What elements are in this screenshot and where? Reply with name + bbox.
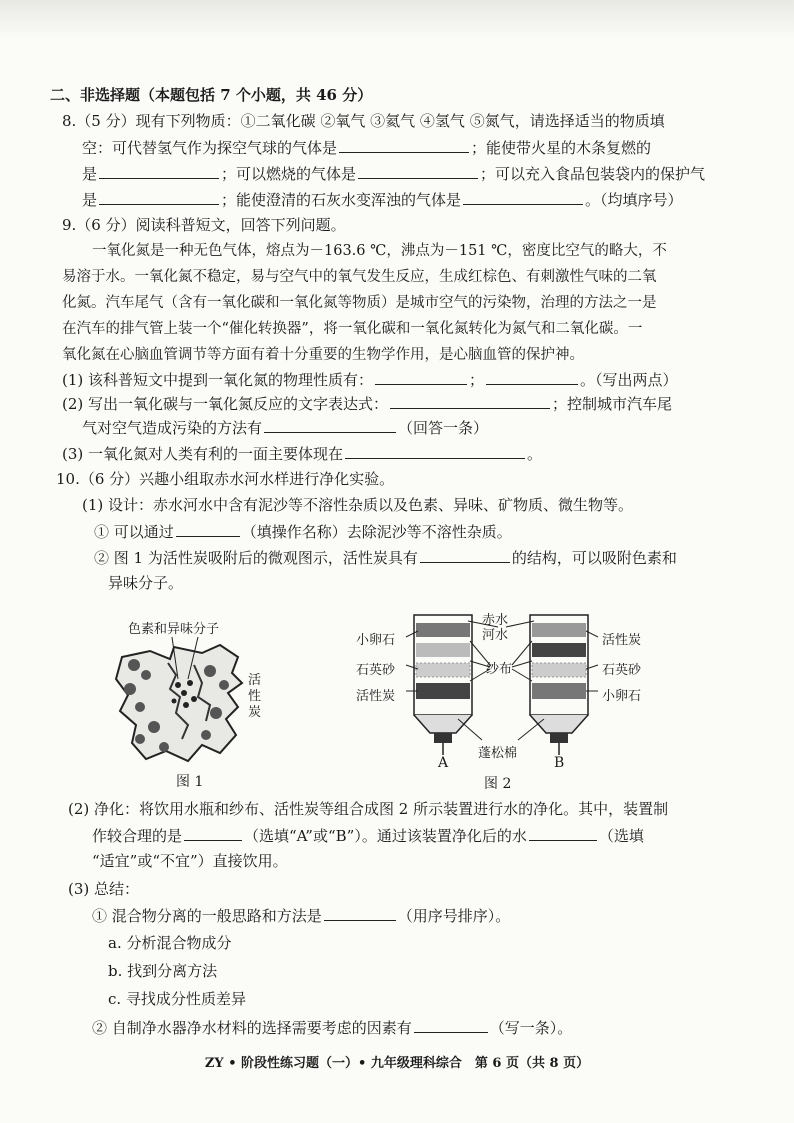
fig2-right-label: 石英砂	[602, 663, 642, 678]
section-heading: 二、非选择题（本题包括 7 个小题，共 46 分）	[50, 86, 373, 104]
q8-line2	[82, 137, 651, 158]
text: 性	[248, 689, 262, 704]
answer-blank[interactable]	[339, 137, 469, 153]
answer-blank[interactable]	[324, 905, 396, 921]
text: 活	[248, 673, 262, 688]
fig2-right-label: 小卵石	[602, 689, 642, 704]
answer-blank[interactable]	[99, 163, 219, 179]
bottle-a	[414, 615, 472, 755]
answer-blank[interactable]	[184, 825, 242, 841]
q9-para5: 氧化氮在心脑血管调节等方面有着十分重要的生物学作用，是心脑血管的保护神。	[62, 347, 584, 363]
answer-blank[interactable]	[345, 443, 525, 459]
text: （用序号排序）。	[397, 907, 511, 925]
answer-blank[interactable]	[358, 163, 478, 179]
option-a: a. 分析混合物成分	[108, 934, 232, 952]
fig1-top-label: 色素和异味分子	[128, 622, 220, 637]
q8-line4	[82, 189, 683, 210]
answer-blank[interactable]	[176, 521, 240, 537]
q10-purify-2	[92, 825, 644, 846]
text: ；能使澄清的石灰水变浑浊的气体是	[221, 191, 462, 209]
answer-blank[interactable]	[264, 417, 396, 433]
fig2-center-label: 河水	[482, 628, 509, 643]
answer-blank[interactable]	[414, 1017, 488, 1033]
text: (3) 一氧化氮对人类有利的一面主要体现在	[62, 445, 344, 463]
text: （选填“A”或“B”）。通过该装置净化后的水	[244, 827, 527, 845]
fig2-right-label: 活性炭	[602, 633, 642, 648]
answer-blank[interactable]	[529, 825, 597, 841]
text: ；可以燃烧的气体是	[221, 165, 357, 183]
bottle-b-label: B	[554, 755, 565, 771]
text: ① 混合物分离的一般思路和方法是	[92, 907, 322, 925]
figure-1	[110, 615, 310, 790]
page-footer: ZY • 阶段性练习题（一）• 九年级理科综合 第 6 页（共 8 页）	[204, 1056, 590, 1071]
fig2-left-label: 石英砂	[356, 663, 396, 678]
text: 作较合理的是	[92, 827, 183, 845]
fig2-center-label: 纱布	[486, 662, 513, 677]
answer-blank[interactable]	[375, 369, 467, 385]
q9-para2: 易溶于水。一氧化氮不稳定，易与空气中的氧气发生反应，生成红棕色、有刺激性气味的二氧	[62, 269, 657, 285]
answer-blank[interactable]	[486, 369, 578, 385]
text: 炭	[248, 705, 262, 720]
text: 的结构，可以吸附色素和	[511, 549, 677, 567]
q9-sub3	[62, 443, 542, 464]
figure-2	[350, 605, 670, 790]
q10-purify-3: “适宜”或“不宜”）直接饮用。	[92, 852, 288, 870]
text: 。（均填序号）	[585, 191, 683, 209]
fig2-center-label: 赤水	[482, 613, 509, 628]
text: ；	[469, 371, 485, 389]
q8-line3	[82, 163, 705, 184]
option-c: c. 寻找成分性质差异	[108, 990, 246, 1008]
fig2-caption: 图 2	[484, 776, 512, 792]
bottle-a-label: A	[438, 755, 449, 771]
q10-purify-1: (2) 净化：将饮用水瓶和纱布、活性炭等组合成图 2 所示装置进行水的净化。其中，装置制	[68, 800, 669, 818]
q9-sub2b	[82, 417, 488, 438]
q9-sub2	[62, 393, 672, 414]
q9-para4: 在汽车的排气管上装一个“催化转换器”，将一氧化碳和一氧化氮转化为氮气和二氧化碳。一	[62, 321, 643, 337]
q8-line1: 8.（5 分）现有下列物质：①二氧化碳 ②氧气 ③氦气 ④氢气 ⑤氮气，请选择适当的物质填	[62, 112, 665, 130]
q10-summary-2	[92, 1017, 572, 1038]
q10-summary-1	[92, 905, 510, 926]
text: 空：可代替氢气作为探空气球的气体是	[82, 139, 338, 157]
text: 是	[82, 165, 98, 183]
q10-summary: (3) 总结：	[68, 880, 140, 898]
text: (1) 该科普短文中提到一氧化氮的物理性质有：	[62, 371, 374, 389]
activated-carbon-illustration	[110, 635, 310, 775]
q10-title: 10.（6 分）兴趣小组取赤水河水样进行净化实验。	[56, 470, 395, 488]
q10-design-2b: 异味分子。	[108, 574, 184, 592]
fig2-left-label: 小卵石	[356, 633, 396, 648]
q9-para3: 化氮。汽车尾气（含有一氧化碳和一氧化氮等物质）是城市空气的污染物，治理的方法之一是	[62, 295, 657, 311]
text: 是	[82, 191, 98, 209]
text: （选填	[598, 827, 644, 845]
q10-design: (1) 设计：赤水河水中含有泥沙等不溶性杂质以及色素、异味、矿物质、微生物等。	[82, 496, 634, 514]
answer-blank[interactable]	[390, 393, 550, 409]
text: ；可以充入食品包装袋内的保护气	[480, 165, 706, 183]
fig1-caption: 图 1	[176, 774, 204, 790]
q9-sub1	[62, 369, 678, 390]
text: ；能使带火星的木条复燃的	[471, 139, 652, 157]
text: ；控制城市汽车尾	[552, 395, 673, 413]
q10-design-2	[94, 547, 677, 568]
option-b: b. 找到分离方法	[108, 962, 218, 980]
fig2-center-label: 蓬松棉	[478, 746, 518, 761]
text: ② 图 1 为活性炭吸附后的微观图示，活性炭具有	[94, 549, 418, 567]
text: (2) 写出一氧化碳与一氧化氮反应的文字表达式：	[62, 395, 389, 413]
text: 。	[527, 445, 543, 463]
scan-shadow	[0, 0, 794, 40]
text: （填操作名称）去除泥沙等不溶性杂质。	[241, 523, 512, 541]
answer-blank[interactable]	[99, 189, 219, 205]
answer-blank[interactable]	[420, 547, 510, 563]
text: （写一条）。	[489, 1019, 573, 1037]
fig1-side-label	[248, 673, 261, 721]
text: 气对空气造成污染的方法有	[82, 419, 263, 437]
q10-design-1	[94, 521, 512, 542]
q9-title: 9.（6 分）阅读科普短文，回答下列问题。	[62, 216, 346, 234]
text: ① 可以通过	[94, 523, 174, 541]
text: 。（写出两点）	[580, 371, 678, 389]
text: ② 自制净水器净水材料的选择需要考虑的因素有	[92, 1019, 412, 1037]
text: （回答一条）	[398, 419, 489, 437]
q9-para1: 一氧化氮是一种无色气体，熔点为－163.6 ℃，沸点为－151 ℃，密度比空气的略大，不	[92, 243, 667, 259]
answer-blank[interactable]	[463, 189, 583, 205]
fig2-left-label: 活性炭	[356, 689, 396, 704]
bottle-b	[530, 615, 588, 755]
